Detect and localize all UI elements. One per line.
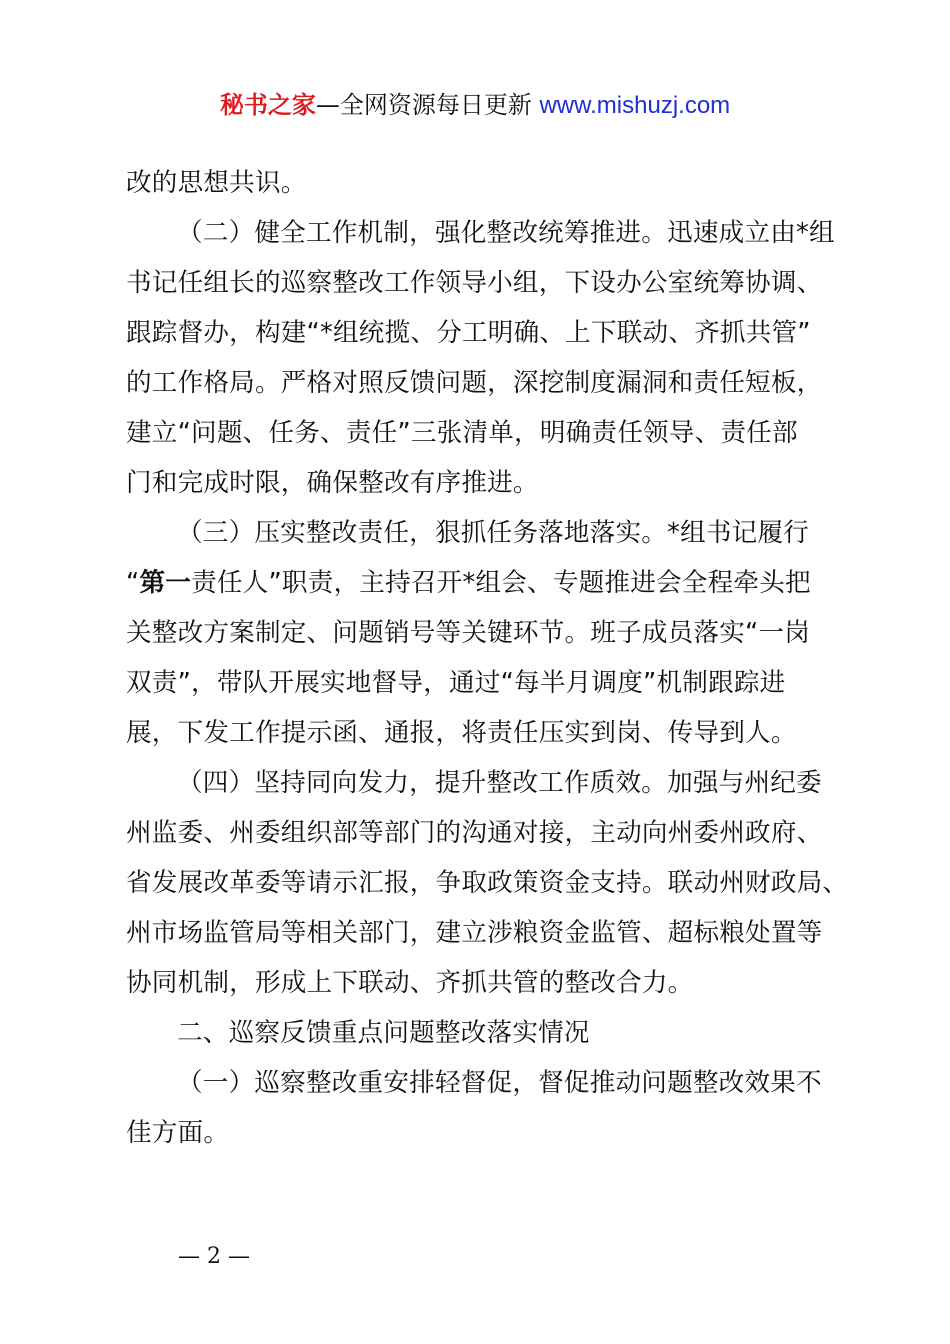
text-line: 建立“问题、任务、责任”三张清单，明确责任领导、责任部	[126, 418, 798, 448]
open-quote: “	[126, 568, 140, 598]
section-heading	[126, 1008, 838, 1058]
text-line: （二）健全工作机制，强化整改统筹推进。迅速成立由*组	[177, 218, 835, 248]
text-line: 佳方面。	[126, 1118, 230, 1148]
paragraph-responsibility	[126, 508, 838, 758]
text-line: 关整改方案制定、问题销号等关键环节。班子成员落实“一岗	[126, 618, 811, 648]
site-name: 秘书之家	[219, 91, 316, 119]
bold-text: 第一	[139, 568, 192, 598]
paragraph-joint-effort	[126, 758, 849, 1008]
text-line: 协同机制，形成上下联动、齐抓共管的整改合力。	[126, 968, 694, 998]
text-line: 门和完成时限，确保整改有序推进。	[126, 468, 539, 498]
document-body	[126, 158, 849, 1158]
text-line	[126, 558, 838, 608]
text-line: 的工作格局。严格对照反馈问题，深挖制度漏洞和责任短板，	[126, 368, 823, 398]
text-line: 改的思想共识。	[126, 168, 307, 198]
text-line: 双责”，带队开展实地督导，通过“每半月调度”机制跟踪进	[126, 668, 786, 698]
paragraph-work-mechanism	[126, 208, 838, 508]
text-line: 书记任组长的巡察整改工作领导小组，下设办公室统筹协调、	[126, 268, 823, 298]
heading-text: 二、巡察反馈重点问题整改落实情况	[177, 1018, 590, 1048]
text-line: 展，下发工作提示函、通报，将责任压实到岗、传导到人。	[126, 718, 797, 748]
text-line: （三）压实整改责任，狠抓任务落地落实。*组书记履行	[177, 518, 810, 548]
text-line: 跟踪督办，构建“*组统揽、分工明确、上下联动、齐抓共管”	[126, 318, 811, 348]
text-line: （一）巡察整改重安排轻督促，督促推动问题整改效果不	[177, 1068, 822, 1098]
page-header	[0, 88, 950, 123]
site-tagline: —全网资源每日更新	[315, 91, 540, 119]
text-line: （四）坚持同向发力，提升整改工作质效。加强与州纪委	[177, 768, 822, 798]
text-run: 责任人”职责，主持召开*组会、专题推进会全程牵头把	[191, 568, 811, 598]
paragraph-issue-one	[126, 1058, 838, 1158]
text-line: 州市场监管局等相关部门，建立涉粮资金监管、超标粮处置等	[126, 918, 823, 948]
paragraph-continuation	[126, 158, 838, 208]
text-line: 省发展改革委等请示汇报，争取政策资金支持。联动州财政局、	[126, 868, 849, 898]
text-line: 州监委、州委组织部等部门的沟通对接，主动向州委州政府、	[126, 818, 823, 848]
site-url[interactable]: www.mishuzj.com	[539, 92, 731, 119]
page-number: — 2 —	[178, 1244, 250, 1269]
